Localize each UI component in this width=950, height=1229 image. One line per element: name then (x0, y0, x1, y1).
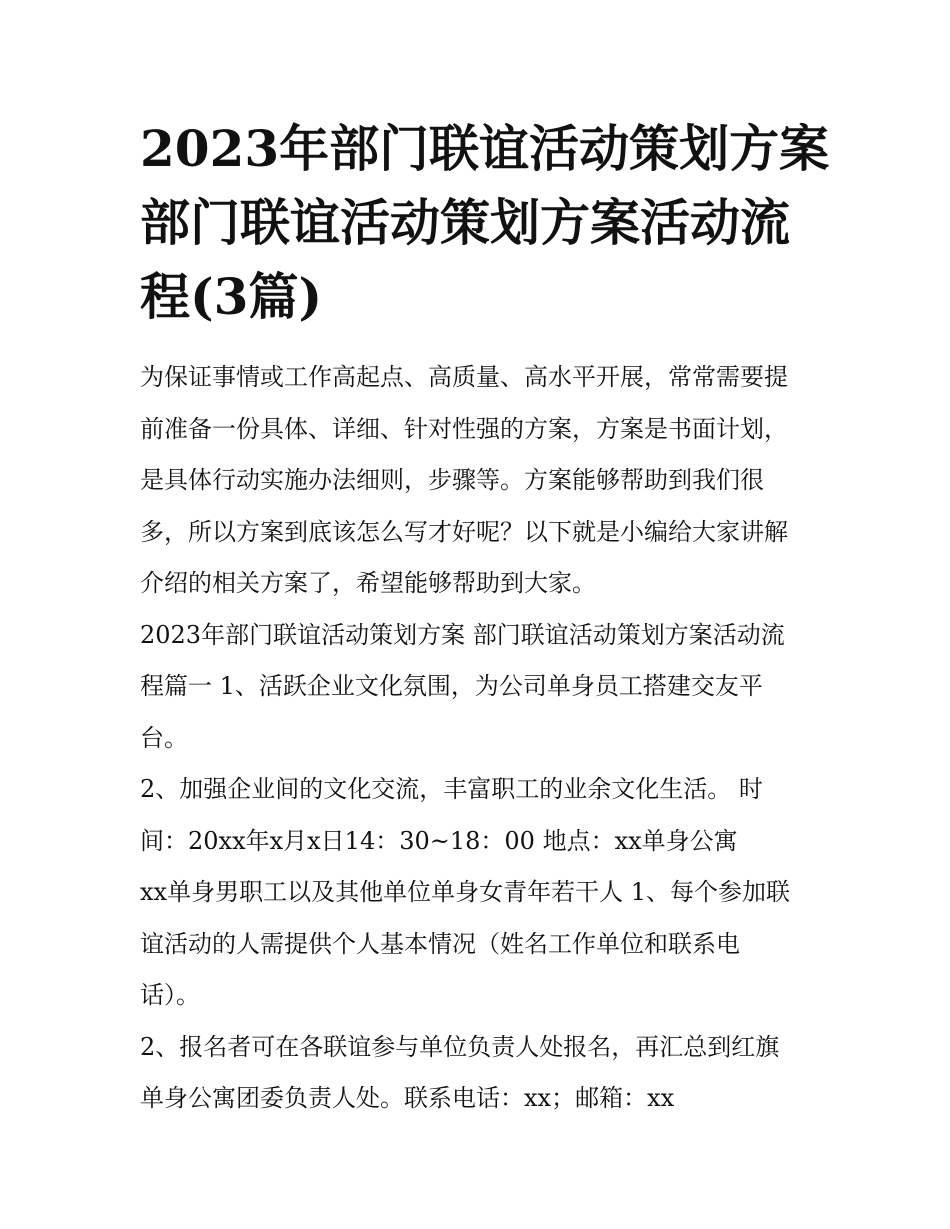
body-line: 是具体行动实施办法细则，步骤等。方案能够帮助到我们很 (140, 466, 764, 494)
body-line: 2023年部门联谊活动策划方案 部门联谊活动策划方案活动流 (140, 620, 785, 649)
title-line-1: 2023年部门联谊活动策划方案 (140, 119, 830, 178)
title-line-3: 程(3篇) (140, 267, 323, 326)
body-line: 为保证事情或工作高起点、高质量、高水平开展，常常需要提 (140, 363, 788, 391)
document-body (140, 352, 820, 1125)
title-line-2: 部门联谊活动策划方案活动流 (140, 193, 790, 252)
body-line: 台。 (140, 723, 188, 752)
body-line: 2、加强企业间的文化交流，丰富职工的业余文化生活。 时 (140, 775, 763, 803)
body-line: 话）。 (140, 981, 200, 1009)
body-line: 2、报名者可在各联谊参与单位负责人处报名，再汇总到红旗 (140, 1032, 780, 1061)
body-line: 前准备一份具体、详细、针对性强的方案，方案是书面计划， (140, 414, 788, 443)
body-line: xx单身男职工以及其他单位单身女青年若干人 1、每个参加联 (140, 878, 790, 906)
body-line: 多，所以方案到底该怎么写才好呢？以下就是小编给大家讲解 (140, 517, 788, 546)
document-title (140, 112, 830, 334)
body-line: 谊活动的人需提供个人基本情况（姓名工作单位和联系电 (140, 929, 740, 958)
body-line: 单身公寓团委负责人处。联系电话：xx；邮箱：xx (140, 1084, 675, 1112)
body-line: 间：20xx年x月x日14：30~18：00 地点：xx单身公寓 (140, 826, 738, 855)
body-line: 程篇一 1、活跃企业文化氛围，为公司单身员工搭建交友平 (140, 672, 763, 700)
body-line: 介绍的相关方案了，希望能够帮助到大家。 (140, 569, 596, 597)
